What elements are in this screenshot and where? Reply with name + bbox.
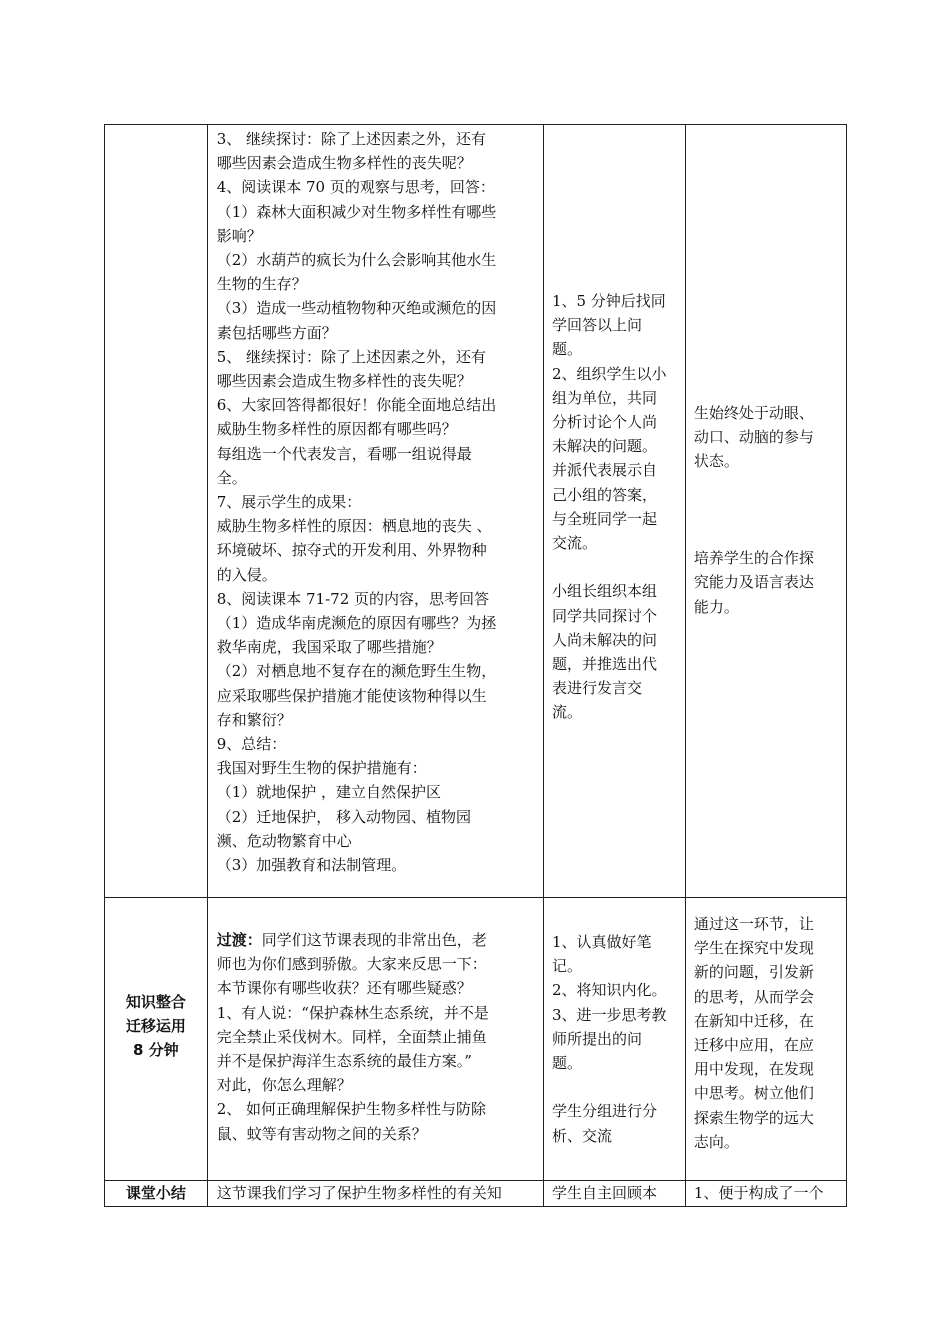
table-row xyxy=(105,125,847,898)
text-line: 完全禁止采伐树木。同样，全面禁止捕鱼 xyxy=(216,1027,487,1046)
text-line: 9、总结： xyxy=(216,735,287,754)
text-line: 每组选一个代表发言，看哪一组说得最 xyxy=(216,444,472,463)
text-line: 6、大家回答得都很好！你能全面地总结出 xyxy=(216,396,497,415)
student-activity-cell xyxy=(543,898,685,1181)
design-intent-lines xyxy=(686,125,846,619)
text-line: 中思考。树立他们 xyxy=(693,1084,814,1103)
text-line: 题，并推选出代 xyxy=(551,655,657,674)
text-line: 人尚未解决的问 xyxy=(551,630,657,649)
text-line xyxy=(552,555,679,579)
student-activity-lines xyxy=(544,125,685,725)
text-line: 同学们这节课表现的非常出色，老 xyxy=(261,931,487,949)
text-line: 探索生物学的远大 xyxy=(693,1108,814,1127)
text-line: 与全班同学一起 xyxy=(551,509,657,528)
text-line xyxy=(552,1075,679,1099)
text-line: 组为单位，共同 xyxy=(551,388,657,407)
stage-label-cell xyxy=(105,125,208,898)
text-line: 小组长组织本组 xyxy=(551,582,657,601)
text-line: （1）森林大面积减少对生物多样性有哪些 xyxy=(216,202,497,221)
text-line: 动口、动脑的参与 xyxy=(693,428,814,447)
teacher-activity-cell xyxy=(207,898,543,1181)
text-line: 流。 xyxy=(551,703,582,722)
text-line: 用中发现，在发现 xyxy=(693,1060,814,1079)
text-line: 的思考，从而学会 xyxy=(693,987,814,1006)
text-line: 哪些因素会造成生物多样性的丧失呢？ xyxy=(216,154,472,173)
text-line: 在新知中迁移，在 xyxy=(693,1011,814,1030)
transition-label: 过渡： xyxy=(216,931,262,949)
text-line: 我国对野生生物的保护措施有： xyxy=(216,759,427,778)
text-line: 8、阅读课本 71-72 页的内容，思考回答 xyxy=(216,589,490,608)
text-line: 师所提出的问 xyxy=(551,1029,642,1048)
stage-label-cell xyxy=(105,1181,208,1207)
text-line: 记。 xyxy=(551,957,582,976)
text-line: 新的问题，引发新 xyxy=(693,963,814,982)
text-line: （2）水葫芦的疯长为什么会影响其他水生 xyxy=(216,251,497,270)
text-line: 并派代表展示自 xyxy=(551,461,657,480)
text-line: 存和繁衍？ xyxy=(216,710,292,729)
text-line: 救华南虎，我国采取了哪些措施？ xyxy=(216,638,442,657)
text-line xyxy=(694,522,840,546)
text-line: 题。 xyxy=(551,340,582,359)
table-row xyxy=(105,1181,847,1207)
lesson-plan-table xyxy=(104,124,847,1207)
text-line: 本节课你有哪些收获？还有哪些疑惑？ xyxy=(216,979,472,998)
text-line: 学生自主回顾本 xyxy=(551,1184,657,1202)
text-line: 交流。 xyxy=(551,534,597,553)
text-line: 生始终处于动眼、 xyxy=(693,404,814,422)
text-line: 环境破坏、掠夺式的开发利用、外界物种 xyxy=(216,541,487,560)
text-line: 析、交流 xyxy=(551,1126,612,1145)
text-line: 究能力及语言表达 xyxy=(693,573,814,592)
stage-label-cell xyxy=(105,898,208,1181)
text-line: 2、 如何正确理解保护生物多样性与防除 xyxy=(216,1100,487,1119)
text-line: 应采取哪些保护措施才能使该物种得以生 xyxy=(216,686,487,705)
design-intent-cell xyxy=(685,125,846,898)
text-line: 培养学生的合作探 xyxy=(693,549,814,568)
text-line: 威胁生物多样性的原因：栖息地的丧失 、 xyxy=(216,517,492,536)
text-line: 3、进一步思考教 xyxy=(551,1005,667,1024)
text-line: 2、组织学生以小 xyxy=(551,364,667,383)
text-line: 分析讨论个人尚 xyxy=(551,413,657,432)
text-line: 3、 继续探讨：除了上述因素之外，还有 xyxy=(216,130,487,148)
text-line: 学生分组进行分 xyxy=(551,1102,657,1121)
teacher-activity-lines xyxy=(208,898,543,1146)
text-line: 5、 继续探讨：除了上述因素之外，还有 xyxy=(216,347,487,366)
text-line: 通过这一环节，让 xyxy=(693,915,814,933)
text-line: 师也为你们感到骄傲。大家来反思一下： xyxy=(216,955,487,974)
text-line: （1）造成华南虎濒危的原因有哪些？为拯 xyxy=(216,614,497,633)
text-line: 鼠、蚊等有害动物之间的关系？ xyxy=(216,1124,427,1143)
stage-label-line: 8 分钟 xyxy=(133,1041,179,1059)
text-line: 并不是保护海洋生态系统的最佳方案。” xyxy=(216,1052,472,1071)
student-activity-cell xyxy=(543,125,685,898)
text-line: 1、认真做好笔 xyxy=(551,933,652,951)
text-line: 志向。 xyxy=(693,1132,739,1151)
text-line: 未解决的问题。 xyxy=(551,437,657,456)
text-line: 影响？ xyxy=(216,226,262,245)
text-line: （3）加强教育和法制管理。 xyxy=(216,856,407,875)
text-line: 迁移中应用，在应 xyxy=(693,1036,814,1055)
text-line: 学生在探究中发现 xyxy=(693,939,814,958)
text-line: 这节课我们学习了保护生物多样性的有关知 xyxy=(216,1184,502,1202)
stage-label: 课堂小结 xyxy=(125,1184,186,1202)
stage-label-line: 知识整合 xyxy=(125,993,186,1011)
text-line: 己小组的答案， xyxy=(551,485,657,504)
text-line: 素包括哪些方面？ xyxy=(216,323,337,342)
text-line: 1、有人说：“保护森林生态系统，并不是 xyxy=(216,1003,489,1022)
text-line: 能力。 xyxy=(693,597,739,616)
text-line: 威胁生物多样性的原因都有哪些吗？ xyxy=(216,420,457,439)
student-activity-lines xyxy=(544,898,685,1148)
table-row xyxy=(105,898,847,1181)
teacher-activity-cell xyxy=(207,125,543,898)
text-line: 1、便于构成了一个 xyxy=(693,1184,824,1202)
student-activity-cell xyxy=(543,1181,685,1207)
text-line: 学回答以上问 xyxy=(551,316,642,335)
text-line: （3）造成一些动植物物种灭绝或濒危的因 xyxy=(216,299,497,318)
text-line: 对此，你怎么理解？ xyxy=(216,1076,352,1095)
text-line: 7、展示学生的成果： xyxy=(216,493,362,512)
text-line: 题。 xyxy=(551,1054,582,1073)
text-line: 2、将知识内化。 xyxy=(551,981,667,1000)
text-line: 的入侵。 xyxy=(216,565,277,584)
text-line: （1）就地保护 ，建立自然保护区 xyxy=(216,783,442,802)
design-intent-cell xyxy=(685,1181,846,1207)
teacher-activity-lines xyxy=(208,125,543,877)
text-line: 状态。 xyxy=(693,452,739,471)
text-line: （2）对栖息地不复存在的濒危野生生物， xyxy=(216,662,497,681)
text-line: 4、阅读课本 70 页的观察与思考，回答： xyxy=(216,178,495,197)
text-line: 哪些因素会造成生物多样性的丧失呢？ xyxy=(216,372,472,391)
design-intent-lines xyxy=(686,898,846,1154)
text-line: （2）迁地保护， 移入动物园、植物园 xyxy=(216,807,472,826)
text-line: 濒、危动物繁育中心 xyxy=(216,831,352,850)
text-line: 1、5 分钟后找同 xyxy=(551,292,666,310)
text-line xyxy=(694,498,840,522)
text-line: 表进行发言交 xyxy=(551,679,642,698)
stage-label-line: 迁移运用 xyxy=(125,1017,186,1035)
text-line: 全。 xyxy=(216,468,247,487)
text-line xyxy=(694,474,840,498)
text-line: 同学共同探讨个 xyxy=(551,606,657,625)
teacher-activity-cell xyxy=(207,1181,543,1207)
text-line: 生物的生存？ xyxy=(216,275,307,294)
design-intent-cell xyxy=(685,898,846,1181)
